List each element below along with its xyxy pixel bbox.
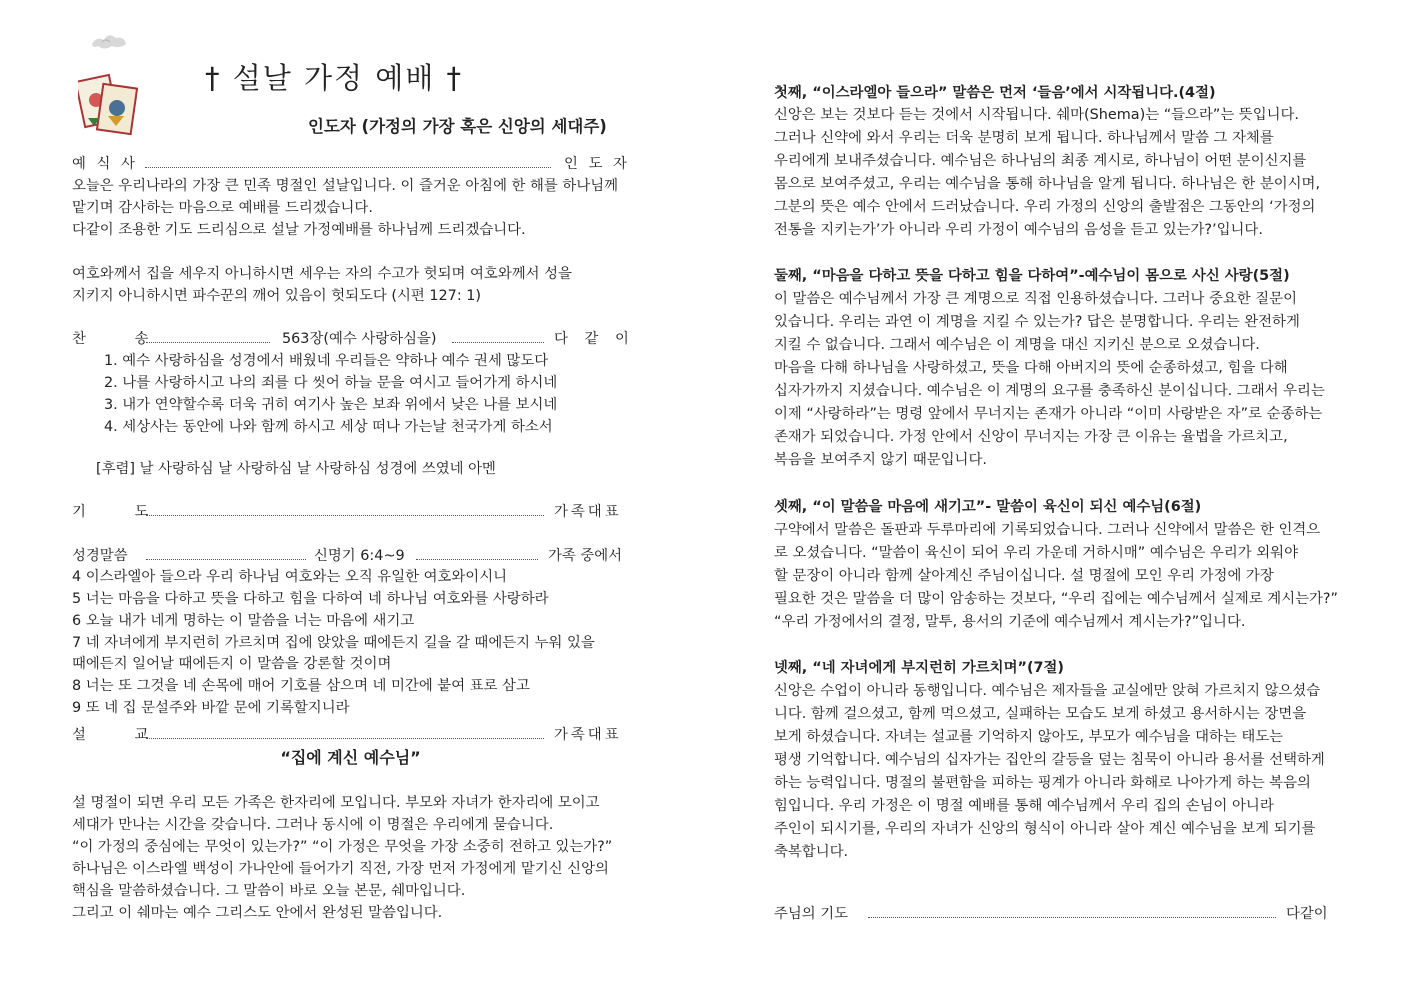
- sermon-title: “집에 계신 예수님”: [280, 748, 421, 767]
- sermon-intro-line: “이 가정의 중심에는 무엇이 있는가?” “이 가정은 무엇을 가장 소중히 전하고 있는가?”: [72, 839, 613, 855]
- point-heading: 셋째, “이 말씀을 마음에 새기고”- 말씀이 육신이 되신 예수님(6절): [774, 499, 1202, 515]
- point-line: 우리에게 보내주셨습니다. 예수님은 하나님의 최종 계시로, 하나님이 어떤 분이신지를: [774, 153, 1307, 169]
- point-line: 이 말씀은 예수님께서 가장 큰 계명으로 직접 인용하셨습니다. 그러나 중요한 질문이: [774, 291, 1297, 307]
- point-line: 지킬 수 없습니다. 그래서 예수님은 이 계명을 대신 지키신 분으로 오셨습니다.: [774, 337, 1260, 353]
- point-line: 필요한 것은 말씀을 더 많이 암송하는 것보다, “우리 집에는 예수님께서 실제로 계시는가?”: [774, 591, 1338, 607]
- sermon-intro-line: 설 명절이 되면 우리 모든 가족은 한자리에 모입니다. 부모와 자녀가 한자리에 모이고: [72, 795, 600, 811]
- point-line: 마음을 다해 하나님을 사랑하셨고, 뜻을 다해 아버지의 뜻에 순종하셨고, 힘을 다해: [774, 360, 1288, 376]
- hymn-verse: 2. 나를 사랑하시고 나의 죄를 다 씻어 하늘 문을 여시고 들어가게 하시네: [104, 375, 558, 391]
- right-page: [702, 0, 1403, 992]
- point-line: 그러나 신약에 와서 우리는 더욱 분명히 보게 됩니다. 하나님께서 말씀 그 자체를: [774, 130, 1274, 146]
- point-line: 축복합니다.: [774, 844, 849, 860]
- dotted-leader: [146, 515, 544, 516]
- scripture-verse: 5 너는 마음을 다하고 뜻을 다하고 힘을 다하여 네 하나님 여호와를 사랑하라: [72, 591, 549, 607]
- scripture-verse: 6 오늘 내가 네게 명하는 이 말씀을 너는 마음에 새기고: [72, 613, 415, 629]
- point-line: 있습니다. 우리는 과연 이 계명을 지킬 수 있는가? 답은 분명합니다. 우리는 완전하게: [774, 314, 1300, 330]
- worship-call-label: 예 식 사: [72, 156, 138, 172]
- prayer-leader: 가족대표: [554, 504, 622, 520]
- point-line: 신앙은 수업이 아니라 동행입니다. 예수님은 제자들을 교실에만 앉혀 가르치지 않으셨습: [774, 683, 1321, 699]
- point-line: 할 문장이 아니라 함께 살아계신 주님이십니다. 설 명절에 모인 우리 가정에 가장: [774, 568, 1274, 584]
- sermon-label: 설 교: [72, 727, 171, 743]
- lords-prayer-leader: 다같이: [1286, 906, 1328, 922]
- text-line: 다같이 조용한 기도 드리심으로 설날 가정예배를 하나님께 드리겠습니다.: [72, 222, 526, 238]
- dotted-leader: [868, 917, 1276, 918]
- dotted-leader: [416, 559, 538, 560]
- sermon-intro-line: 하나님은 이스라엘 백성이 가나안에 들어가기 직전, 가장 먼저 가정에게 맡기신 신앙의: [72, 861, 609, 877]
- point-line: 로 오셨습니다. “말씀이 육신이 되어 우리 가운데 거하시매” 예수님은 우리가 외워야: [774, 545, 1298, 561]
- text-line: 오늘은 우리나라의 가장 큰 민족 명절인 설날입니다. 이 즐거운 아침에 한 해를 하나님께: [72, 178, 619, 194]
- hymn-verse: 3. 내가 연약할수록 더욱 귀히 여기사 높은 보좌 위에서 낮은 나를 보시네: [104, 397, 558, 413]
- dotted-leader: [146, 738, 544, 739]
- point-line: 몸으로 보여주셨고, 우리는 예수님을 통해 하나님을 알게 됩니다. 하나님은 한 분이시며,: [774, 176, 1321, 192]
- hymn-verse: 1. 예수 사랑하심을 성경에서 배웠네 우리들은 약하나 예수 권세 많도다: [104, 353, 549, 369]
- point-line: 복음을 보여주지 않기 때문입니다.: [774, 452, 987, 468]
- sermon-intro-line: 세대가 만나는 시간을 갖습니다. 그러나 동시에 이 명절은 우리에게 묻습니다.: [72, 817, 554, 833]
- dotted-leader: [146, 559, 306, 560]
- text-line: 맡기며 감사하는 마음으로 예배를 드리겠습니다.: [72, 200, 373, 216]
- point-line: 존재가 되었습니다. 가정 안에서 신앙이 무너지는 가장 큰 이유는 율법을 가르치고,: [774, 429, 1288, 445]
- scripture-label: 성경말씀: [72, 548, 128, 564]
- hymn-label: 찬 송: [72, 331, 171, 347]
- dotted-leader: [145, 167, 551, 168]
- point-line: 십자가까지 지셨습니다. 예수님은 이 계명의 요구를 충족하신 분이십니다. 그래서 우리는: [774, 383, 1325, 399]
- scripture-reference: 신명기 6:4~9: [314, 548, 405, 564]
- point-line: 신앙은 보는 것보다 듣는 것에서 시작됩니다. 쉐마(Shema)는 “들으라”는 뜻입니다.: [774, 107, 1299, 123]
- point-line: 이제 “사랑하라”는 명령 앞에서 무너지는 존재가 아니라 “이미 사랑받은 자”로 순종하는: [774, 406, 1323, 422]
- point-line: 전통을 지키는가’가 아니라 우리 가정이 예수님의 음성을 듣고 있는가?’입니다.: [774, 222, 1263, 238]
- point-line: 주인이 되시기를, 우리의 자녀가 신앙의 형식이 아니라 살아 계신 예수님을 보게 되기를: [774, 821, 1316, 837]
- hymn-title: 563장(예수 사랑하심을): [282, 331, 437, 347]
- sermon-leader: 가족대표: [554, 727, 622, 743]
- hymn-refrain: [후렴] 날 사랑하심 날 사랑하심 날 사랑하심 성경에 쓰였네 아멘: [96, 461, 496, 477]
- scripture-verse: 때에든지 일어날 때에든지 이 말씀을 강론할 것이며: [72, 656, 392, 672]
- dotted-leader: [146, 342, 270, 343]
- point-line: 보게 하셨습니다. 자녀는 설교를 기억하지 않아도, 부모가 예수님을 대하는 태도는: [774, 729, 1284, 745]
- scripture-verse: 7 네 자녀에게 부지런히 가르치며 집에 앉았을 때에든지 길을 갈 때에든지 누워 있을: [72, 635, 595, 651]
- leader-subtitle: 인도자 (가정의 가장 혹은 신앙의 세대주): [308, 117, 607, 136]
- point-heading: 둘째, “마음을 다하고 뜻을 다하고 힘을 다하여”-예수님이 몸으로 사신 사랑(5절): [774, 268, 1290, 284]
- point-line: 그분의 뜻은 예수 안에서 드러났습니다. 우리 가정의 신앙의 출발점은 그동안의 ‘가정의: [774, 199, 1316, 215]
- lords-prayer-label: 주님의 기도: [774, 906, 849, 922]
- point-line: “우리 가정에서의 결정, 말투, 용서의 기준에 예수님께서 계시는가?”입니다.: [774, 614, 1246, 630]
- point-line: 니다. 함께 걸으셨고, 함께 먹으셨고, 실패하는 모습도 보게 하셨고 용서하시는 장면을: [774, 706, 1307, 722]
- sermon-intro-line: 핵심을 말씀하셨습니다. 그 말씀이 바로 오늘 본문, 쉐마입니다.: [72, 883, 466, 899]
- prayer-label: 기 도: [72, 504, 171, 520]
- psalm-line: 지키지 아니하시면 파수꾼의 깨어 있음이 헛되도다 (시편 127: 1): [72, 288, 482, 304]
- worship-call-leader: 인 도 자: [564, 156, 630, 172]
- point-line: 구약에서 말씀은 돌판과 두루마리에 기록되었습니다. 그러나 신약에서 말씀은 한 인격으: [774, 522, 1321, 538]
- point-heading: 첫째, “이스라엘아 들으라” 말씀은 먼저 ‘들음’에서 시작됩니다.(4절): [774, 85, 1216, 101]
- kite-illustration-icon: [78, 72, 140, 138]
- hymn-leader: 다 같 이: [554, 331, 635, 347]
- hymn-verse: 4. 세상사는 동안에 나와 함께 하시고 세상 떠나 가는날 천국가게 하소서: [104, 419, 553, 435]
- point-heading: 넷째, “네 자녀에게 부지런히 가르치며”(7절): [774, 660, 1065, 676]
- dotted-leader: [452, 342, 544, 343]
- scripture-verse: 4 이스라엘아 들으라 우리 하나님 여호와는 오직 유일한 여호와이시니: [72, 569, 507, 585]
- scripture-leader: 가족 중에서: [548, 548, 623, 564]
- scripture-verse: 8 너는 또 그것을 네 손목에 매어 기호를 삼으며 네 미간에 붙여 표로 삼고: [72, 678, 530, 694]
- left-page: [0, 0, 701, 992]
- point-line: 하는 능력입니다. 명절의 불편함을 피하는 핑계가 아니라 화해로 나아가게 하는 복음의: [774, 775, 1311, 791]
- point-line: 힘입니다. 우리 가정은 이 명절 예배를 통해 예수님께서 우리 집의 손님이 아니라: [774, 798, 1274, 814]
- scripture-verse: 9 또 네 집 문설주와 바깥 문에 기록할지니라: [72, 700, 350, 716]
- page-title: † 설날 가정 예배 †: [205, 61, 463, 95]
- point-line: 평생 기억합니다. 예수님의 십자가는 집안의 갈등을 덮는 침묵이 아니라 용서를 선택하게: [774, 752, 1325, 768]
- psalm-line: 여호와께서 집을 세우지 아니하시면 세우는 자의 수고가 헛되며 여호와께서 성을: [72, 266, 572, 282]
- sermon-intro-line: 그리고 이 쉐마는 예수 그리스도 안에서 완성된 말씀입니다.: [72, 905, 443, 921]
- cloud-ornament-icon: [88, 30, 134, 52]
